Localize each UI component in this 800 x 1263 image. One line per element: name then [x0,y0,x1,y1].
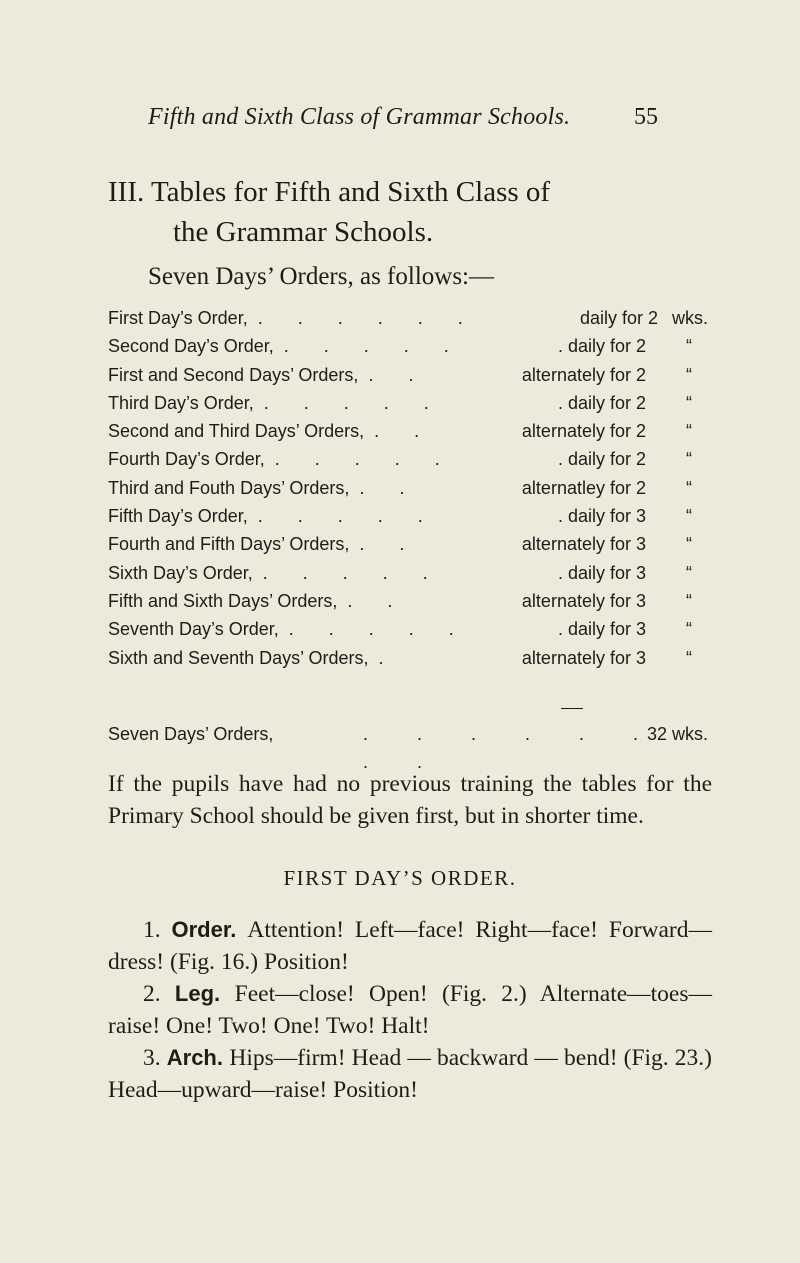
weeks-unit: wks. [672,308,708,328]
order-label: Fourth and Fifth Days’ Orders, [108,534,350,555]
order-label: Sixth Day’s Order, [108,562,253,583]
exercise-term: Leg. [174,981,235,1006]
frequency: . daily for 3 [557,562,646,583]
schedule-row [108,502,708,530]
order-label: Seventh Day’s Order, [108,619,279,640]
leader-dots: . . . . . [288,619,469,640]
frequency: alternately for 3 [521,647,646,668]
leader-dots: . . [359,477,420,498]
exercise-term: Order. [171,917,248,942]
weeks-unit: “ [686,534,692,555]
weeks-unit: “ [686,590,692,611]
order-label: First and Second Days’ Orders, [108,364,359,385]
exercise-number: 3. [143,1045,167,1071]
first-day-order-heading: FIRST DAY’S ORDER. [283,866,517,890]
schedule-row [108,530,708,558]
weeks-unit: “ [686,364,692,385]
leader-dots: . . . . . [274,449,455,470]
exercise-number: 1. [143,917,172,943]
schedule-row [108,304,708,332]
schedule-row [108,361,708,389]
frequency: . daily for 2 [557,392,646,413]
leader-dots: . . . . . [283,336,464,357]
frequency: . daily for 2 [557,336,646,357]
frequency: . daily for 3 [557,506,646,527]
weeks-unit: “ [686,619,692,640]
leader-dots: . . . . . . [257,308,478,328]
order-label: Third Day’s Order, [108,392,254,413]
frequency: alternately for 2 [521,421,646,442]
leader-dots: . . . . . [263,392,444,413]
schedule-row [108,587,708,615]
leader-dots: . [378,647,399,668]
leader-dots: . . [359,534,420,555]
weeks-unit: “ [686,392,692,413]
frequency: . daily for 3 [557,619,646,640]
schedule-row [108,615,708,643]
total-value: 32 wks. [646,724,708,744]
page-number: 55 [634,104,658,130]
sum-rule [561,708,583,709]
exercise-item [108,978,712,1042]
intro-line: Seven Days’ Orders, as follows:— [148,263,494,290]
weeks-unit: “ [686,647,692,668]
training-paragraph: If the pupils have had no previous training the tables for the Primary School should be given first, but in shorter time. [108,771,712,829]
page-header [148,104,658,134]
frequency: . daily for 2 [557,449,646,470]
total-row [108,720,708,772]
schedule-row [108,644,708,672]
frequency: daily for 2 [579,308,658,328]
section-heading [108,172,708,252]
weeks-unit: “ [686,449,692,470]
exercise-number: 2. [143,981,175,1007]
leader-dots: . . . . . [262,562,443,583]
exercise-term: Arch. [166,1045,230,1070]
leader-dots: . . . . . [257,506,438,527]
schedule-row [108,417,708,445]
schedule-table [108,304,708,672]
total-label: Seven Days’ Orders, [108,724,274,744]
order-label: Fifth and Sixth Days’ Orders, [108,590,338,611]
section-heading-line-1: III. Tables for Fifth and Sixth Class of [108,176,551,208]
exercise-item [108,1042,712,1106]
frequency: alternately for 2 [521,364,646,385]
frequency: alternately for 3 [521,534,646,555]
exercise-commands: Attention! Left—face! Right—face! Forward—dress! (Fig. 16.) Position! [108,917,713,975]
exercise-item [108,914,712,978]
weeks-unit: “ [686,336,692,357]
weeks-unit: “ [686,562,692,583]
schedule-row [108,332,708,360]
total-leader-dots: . . . . . . . . [363,724,661,772]
frequency: alternatley for 2 [521,477,646,498]
order-label: Fifth Day’s Order, [108,506,248,527]
exercise-commands: Feet—close! Open! (Fig. 2.) Alternate—toes—raise! One! Two! One! Two! Halt! [108,981,713,1039]
section-heading-line-2: the Grammar Schools. [173,216,434,248]
schedule-row [108,474,708,502]
frequency: alternately for 3 [521,590,646,611]
order-label: First Day’s Order, [108,308,248,328]
order-label: Sixth and Seventh Days’ Orders, [108,647,369,668]
weeks-unit: “ [686,506,692,527]
leader-dots: . . [347,590,408,611]
schedule-row [108,389,708,417]
weeks-unit: “ [686,477,692,498]
order-label: Fourth Day’s Order, [108,449,265,470]
schedule-row [108,559,708,587]
schedule-row [108,445,708,473]
exercise-list [108,914,712,1106]
order-label: Second and Third Days’ Orders, [108,421,365,442]
order-label: Second Day’s Order, [108,336,274,357]
leader-dots: . . [368,364,429,385]
weeks-unit: “ [686,421,692,442]
leader-dots: . . [374,421,435,442]
running-title: Fifth and Sixth Class of Grammar Schools. [148,104,571,130]
exercise-commands: Hips—firm! Head — backward — bend! (Fig. 23.) Head—upward—raise! Position! [108,1045,713,1103]
order-label: Third and Fouth Days’ Orders, [108,477,350,498]
